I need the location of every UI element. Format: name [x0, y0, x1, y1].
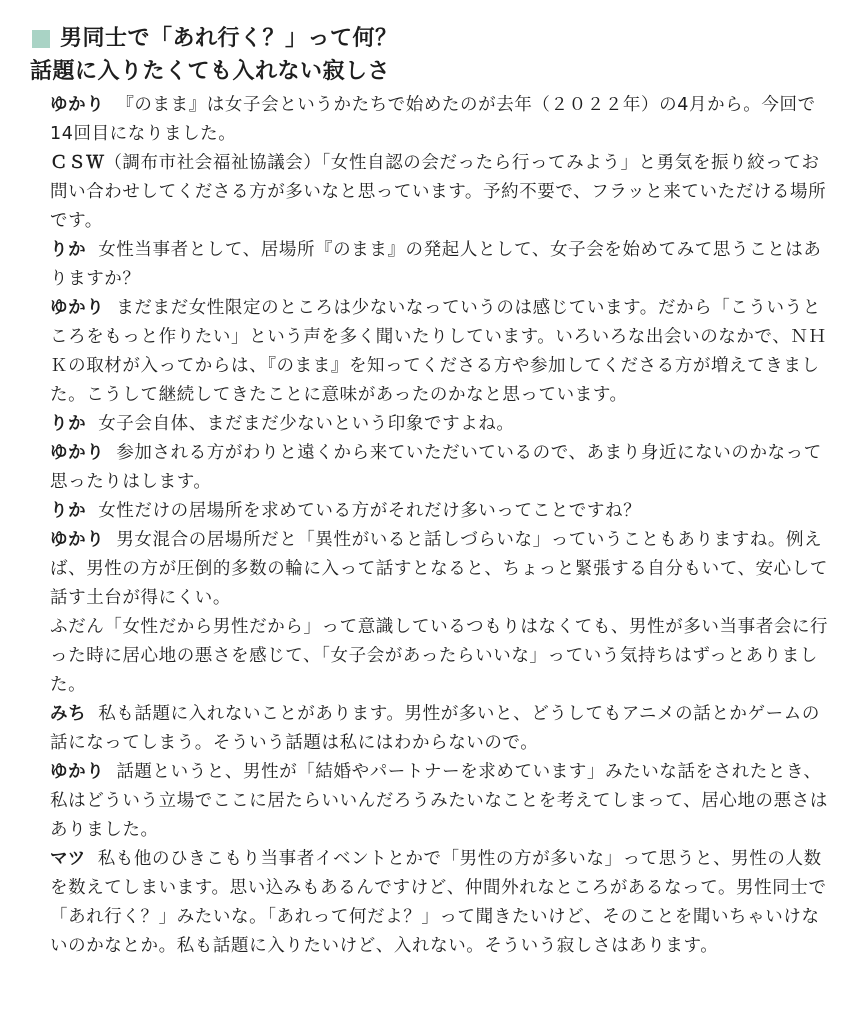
speaker-name: ゆかり [50, 443, 105, 463]
paragraph-text: まだまだ女性限定のところは少ないなっていうのは感じています。だから「こういうところをもっと作りたい」という声を多く聞いたりしています。いろいろな出会いのなかで、ＮＨＫの取材が入ってからは、『のまま』を知ってくださる方や参加してくださる方が増えてきました。こうして継続してきたことに意味があったのかなと思っています。 [50, 298, 827, 405]
dialogue-paragraph [50, 758, 830, 845]
paragraph-text: （調布市社会福祉協議会）「女性自認の会だったら行ってみよう」と勇気を振り絞ってお問い合わせしてくださる方が多いなと思っています。予約不要で、フラッと来ていただける場所です。 [50, 153, 827, 231]
section-heading [30, 24, 830, 54]
heading-line-2: 話題に入りたくても入れない寂しさ [30, 59, 391, 84]
dialogue-paragraph [50, 91, 830, 149]
dialogue-paragraph [50, 149, 830, 236]
paragraph-text: 女性当事者として、居場所『のまま』の発起人として、女子会を始めてみて思うことはありますか？ [50, 240, 822, 289]
speaker-name: りか [50, 501, 87, 521]
speaker-name: りか [50, 414, 87, 434]
speaker-name: マツ [50, 849, 86, 869]
paragraph-text: 男女混合の居場所だと「異性がいると話しづらいな」っていうこともありますね。例えば、男性の方が圧倒的多数の輪に入って話すとなると、ちょっと緊張する自分もいて、安心して話す土台が得にくい。 [50, 530, 828, 608]
square-bullet-icon [32, 30, 50, 48]
paragraph-text: 私も話題に入れないことがあります。男性が多いと、どうしてもアニメの話とかゲームの話になってしまう。そういう話題は私にはわからないので。 [50, 704, 820, 753]
paragraph-text: 私も他のひきこもり当事者イベントとかで「男性の方が多いな」って思うと、男性の人数を数えてしまいます。思い込みもあるんですけど、仲間外れなところがあるなって。男性同士で「あれ行く？」みたいな。「あれって何だよ？」って聞きたいけど、そのことを聞いちゃいけないのかなとか。私も話題に入りたいけど、入れない。そういう寂しさはあります。 [50, 849, 827, 956]
dialogue-paragraph [50, 410, 830, 439]
dialogue-paragraph [50, 236, 830, 294]
speaker-name: ＣＳＷ [50, 153, 105, 173]
paragraph-text: 参加される方がわりと遠くから来ていただいているので、あまり身近にないのかなって思ったりはします。 [50, 443, 822, 492]
dialogue-paragraph [50, 294, 830, 410]
paragraph-text: ふだん「女性だから男性だから」って意識しているつもりはなくても、男性が多い当事者会に行った時に居心地の悪さを感じて、「女子会があったらいいな」っていう気持ちはずっとありました。 [50, 617, 829, 695]
paragraph-text: 女性だけの居場所を求めている方がそれだけ多いってことですね？ [98, 501, 642, 521]
dialogue-paragraph [50, 613, 830, 700]
speaker-name: ゆかり [50, 95, 105, 115]
dialogue-paragraph [50, 845, 830, 961]
dialogue-paragraph [50, 700, 830, 758]
paragraph-text: 『のまま』は女子会というかたちで始めたのが去年（２０２２年）の4月から。今回で14回目になりました。 [50, 95, 816, 144]
dialogue-paragraph [50, 497, 830, 526]
speaker-name: ゆかり [50, 298, 105, 318]
speaker-name: ゆかり [50, 762, 105, 782]
paragraph-text: 話題というと、男性が「結婚やパートナーを求めています」みたいな話をされたとき、私はどういう立場でここに居たらいいんだろうみたいなことを考えてしまって、居心地の悪さはありました。 [50, 762, 828, 840]
speaker-name: みち [50, 704, 87, 724]
speaker-name: りか [50, 240, 87, 260]
dialogue-paragraph [50, 439, 830, 497]
speaker-name: ゆかり [50, 530, 105, 550]
article-body [30, 91, 830, 961]
heading-line-1: 男同士で「あれ行く？」って何？ [60, 26, 398, 51]
dialogue-paragraph [50, 526, 830, 613]
paragraph-text: 女子会自体、まだまだ少ないという印象ですよね。 [98, 414, 515, 434]
